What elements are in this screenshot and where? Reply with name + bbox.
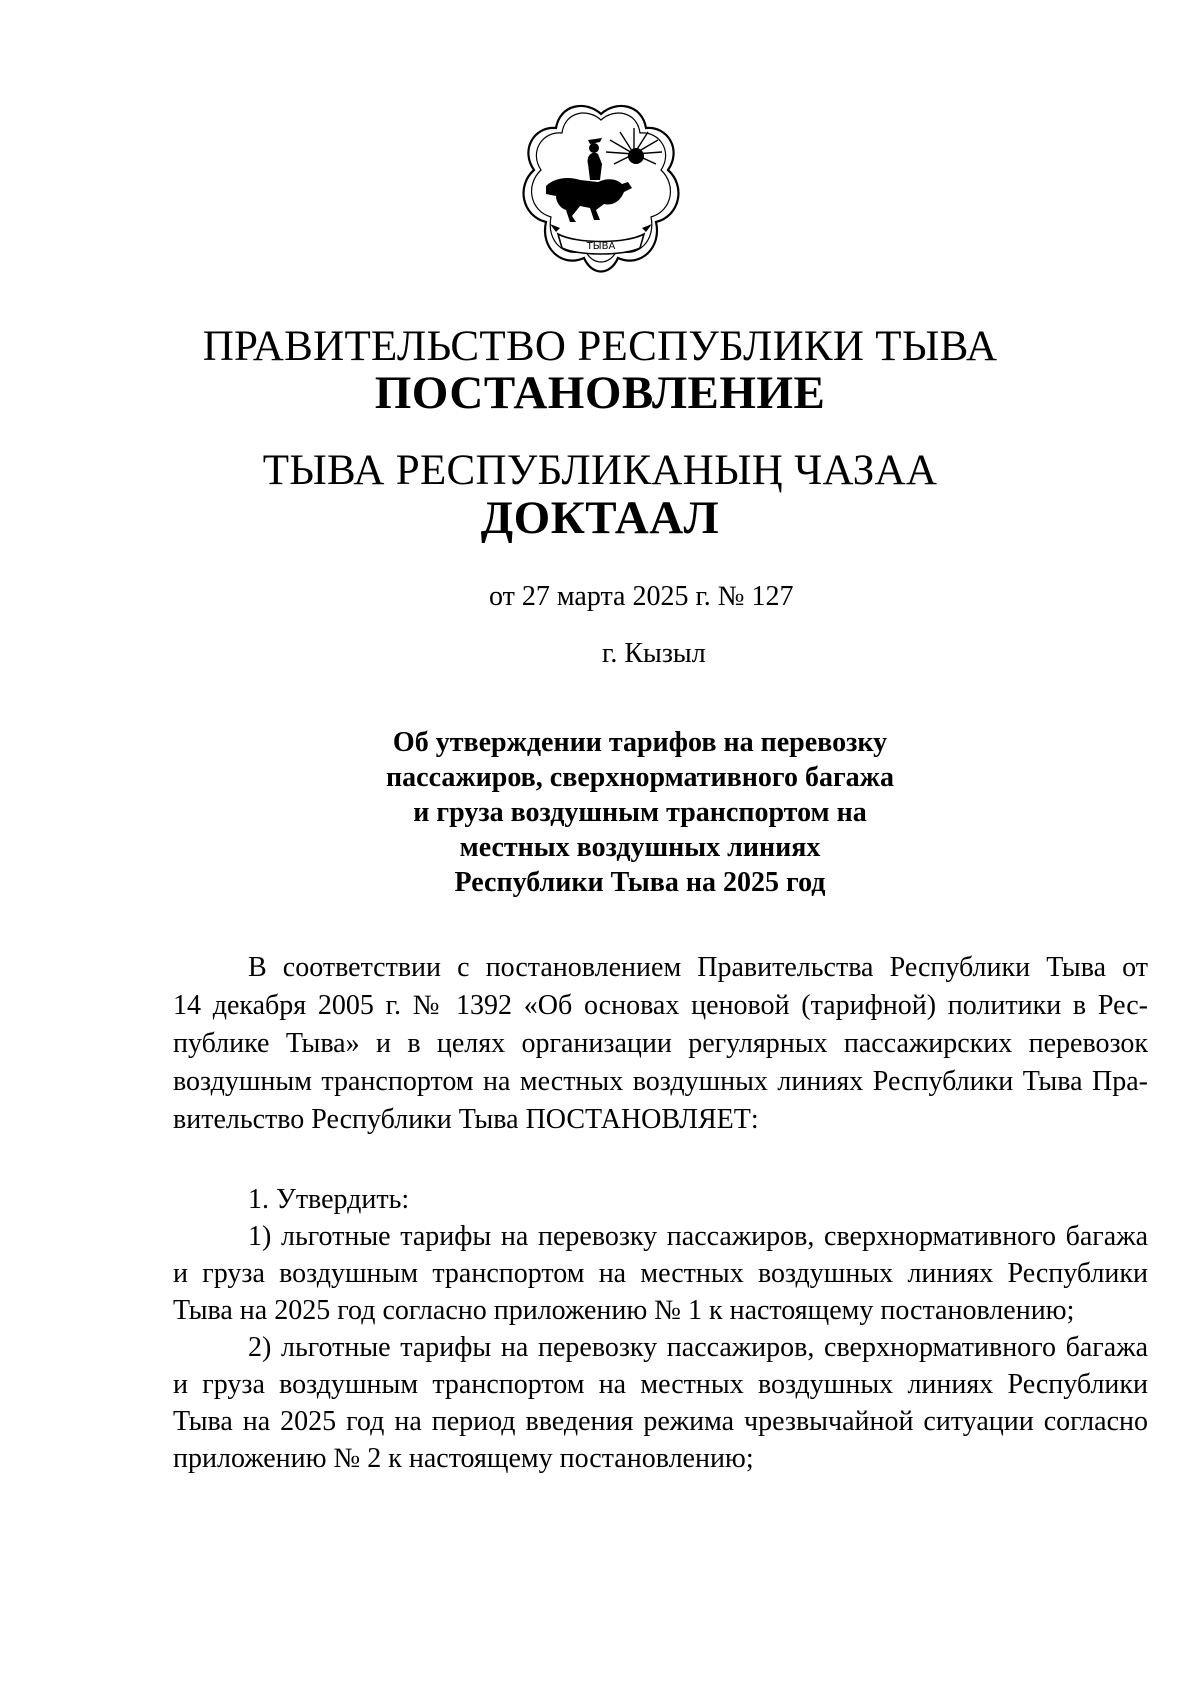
item-1-line: и груза воздушным транспортом на местных воздушных линиях Республики [173,1258,1148,1289]
title-line: и груза воздушным транспортом на [413,797,867,828]
item-heading: 1. Утвердить: [248,1184,410,1215]
item-2-line: приложению № 2 к настоящему постановлению; [173,1443,754,1474]
item-1-line: Тыва на 2025 год согласно приложению № 1 к настоящему постановлению; [173,1295,1075,1326]
title-line: местных воздушных линиях [459,832,821,863]
title-line: пассажиров, сверхнормативного багажа [386,762,894,793]
preamble-line: В соответствии с постановлением Правительства Республики Тыва от [248,952,1148,983]
government-name-russian: ПРАВИТЕЛЬСТВО РЕСПУБЛИКИ ТЫВА [202,323,998,370]
preamble-line: 14 декабря 2005 г. № 1392 «Об основах ценовой (тарифной) политики в Рес- [173,990,1148,1021]
tuva-coat-of-arms-emblem [516,98,686,280]
emblem-banner-label: ТЫВА [586,241,616,252]
preamble-paragraph [173,949,1148,1139]
item-2-line: 2) льготные тарифы на перевозку пассажиров, сверхнормативного багажа [248,1332,1148,1363]
document-city: г. Кызыл [602,638,706,669]
document-date-number: от 27 марта 2025 г. № 127 [489,581,794,612]
document-type-tuvan: ДОКТААЛ [480,492,720,544]
title-line: Республики Тыва на 2025 год [454,867,826,898]
government-name-tuvan: ТЫВА РЕСПУБЛИКАНЫҢ ЧАЗАА [262,447,938,494]
preamble-line: воздушным транспортом на местных воздушных линиях Республики Тыва Пра- [173,1066,1148,1097]
title-line: Об утверждении тарифов на перевозку [392,727,888,758]
resolution-items [173,1181,1148,1477]
item-2-line: и груза воздушным транспортом на местных воздушных линиях Республики [173,1369,1148,1400]
preamble-line: вительство Республики Тыва ПОСТАНОВЛЯЕТ: [173,1104,759,1135]
preamble-line: публике Тыва» и в целях организации регулярных пассажирских перевозок [173,1028,1148,1059]
document-title [380,725,900,900]
document-type-russian: ПОСТАНОВЛЕНИЕ [374,367,826,419]
item-1-line: 1) льготные тарифы на перевозку пассажиров, сверхнормативного багажа [248,1221,1148,1252]
item-2-line: Тыва на 2025 год на период введения режима чрезвычайной ситуации согласно [173,1406,1148,1437]
